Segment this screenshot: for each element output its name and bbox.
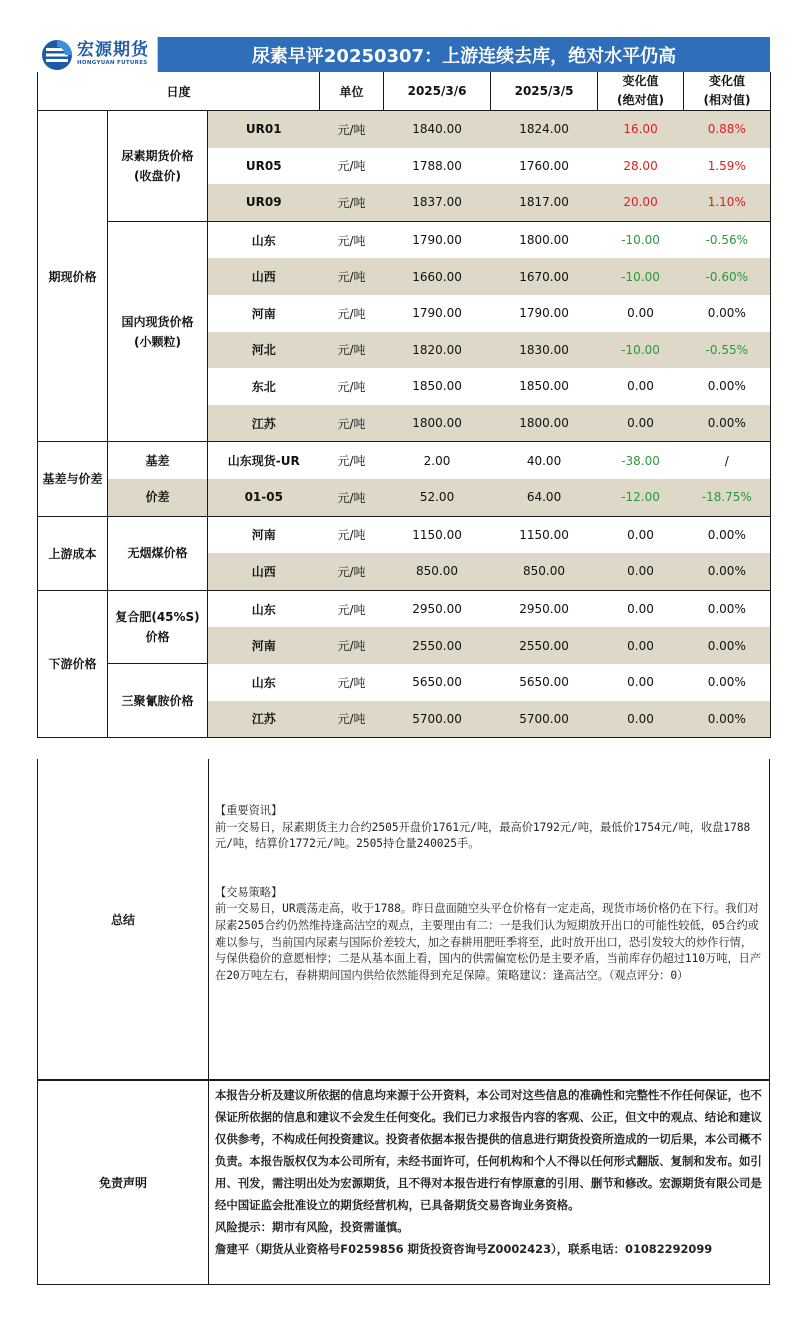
item-cell: 河南 — [251, 306, 276, 321]
unit-cell: 元/吨 — [337, 528, 366, 543]
unit-cell: 元/吨 — [337, 602, 366, 617]
abs-change-cell: 0.00 — [598, 701, 684, 738]
table-row — [38, 442, 771, 479]
item-cell: 山东 — [251, 602, 276, 617]
abs-change-cell: 0.00 — [627, 306, 654, 321]
unit-cell: 元/吨 — [337, 379, 366, 394]
rel-header-line2: (相对值) — [703, 93, 751, 107]
col-date1-header: 2025/3/6 — [384, 72, 491, 111]
col-abs-change-header — [598, 72, 684, 111]
abs-change-cell: -10.00 — [621, 233, 660, 248]
value-date1-cell: 1150.00 — [412, 527, 462, 542]
table-header-row — [38, 72, 771, 111]
rel-change-cell: 0.88% — [684, 111, 771, 148]
unit-cell: 元/吨 — [337, 675, 366, 690]
logo-name-en: HONGYUAN FUTURES — [77, 60, 148, 67]
value-date1-cell: 2950.00 — [412, 602, 462, 617]
author-info: 詹建平（期货从业资格号F0259856 期货投资咨询号Z0002423），联系电话：01082292099 — [215, 1242, 713, 1256]
unit-cell: 元/吨 — [320, 111, 384, 148]
abs-header-line2: (绝对值) — [617, 93, 665, 107]
value-date2-cell: 1830.00 — [491, 332, 598, 369]
abs-change-cell: 16.00 — [598, 111, 684, 148]
table-row — [38, 221, 771, 258]
rel-change-cell: -18.75% — [684, 479, 771, 516]
report-header — [37, 37, 770, 72]
value-date1-cell: 850.00 — [384, 553, 491, 590]
rel-change-cell: -0.56% — [684, 221, 771, 258]
value-date1-cell: 1840.00 — [384, 111, 491, 148]
abs-change-cell: 0.00 — [627, 675, 654, 690]
item-cell: 江苏 — [208, 701, 320, 738]
value-date2-cell: 1670.00 — [491, 258, 598, 295]
rel-change-cell: 0.00% — [684, 627, 771, 664]
subgroup-spread: 价差 — [108, 479, 208, 516]
value-date1-cell: 1788.00 — [412, 158, 462, 173]
table-row — [38, 479, 771, 516]
strategy-body: 前一交易日，UR震荡走高，收于1788。昨日盘面随空头平仓价格有一定走高，现货市场价格仍在下行。我们对尿素2505合约仍然维持逢高沽空的观点，主要理由有二：一是我们认为短期放开出口的可能性较低，05合约或难以参与，当前国内尿素与国际价差较大，加之春耕用肥旺季将至，此时放开出口，恐引发较大的炒作行情，与保供稳价的意愿相悖；二是从基本面上看，国内的供需偏宽松仍是主要矛盾，当前库存仍超过110万吨，日产在20万吨左右，春耕期间国内供给依然能得到充足保障。策略建议：逢高沽空。（观点评分：0） — [215, 902, 762, 982]
rel-change-cell: 0.00% — [684, 664, 771, 701]
value-date2-cell: 1824.00 — [491, 111, 598, 148]
value-date2-cell: 1800.00 — [491, 405, 598, 442]
unit-cell: 元/吨 — [337, 159, 366, 174]
value-date2-cell: 5700.00 — [491, 701, 598, 738]
summary-text — [209, 759, 769, 1079]
abs-change-cell: 0.00 — [627, 527, 654, 542]
group-basis-spread: 基差与价差 — [38, 442, 108, 516]
subgroup-label-line1: 国内现货价格 — [121, 314, 194, 329]
rel-change-cell: 0.00% — [684, 516, 771, 553]
item-cell: 山东现货-UR — [227, 454, 300, 469]
value-date1-cell: 1790.00 — [412, 306, 462, 321]
rel-change-cell: 0.00% — [684, 295, 771, 332]
company-logo — [37, 37, 158, 72]
value-date1-cell: 5700.00 — [384, 701, 491, 738]
unit-cell: 元/吨 — [320, 553, 384, 590]
rel-change-cell: 0.00% — [684, 405, 771, 442]
abs-change-cell: 20.00 — [598, 184, 684, 221]
rel-change-cell: 0.00% — [684, 553, 771, 590]
group-downstream-price: 下游价格 — [38, 590, 108, 737]
value-date1-cell: 1837.00 — [384, 184, 491, 221]
value-date1-cell: 5650.00 — [412, 675, 462, 690]
table-row — [38, 516, 771, 553]
item-cell: UR05 — [245, 158, 282, 173]
disclaimer-section — [37, 1080, 770, 1285]
item-cell: 河北 — [208, 332, 320, 369]
abs-change-cell: 28.00 — [623, 158, 658, 173]
value-date1-cell: 1790.00 — [412, 233, 462, 248]
item-cell: 01-05 — [208, 479, 320, 516]
price-table — [37, 72, 771, 738]
disclaimer-body: 本报告分析及建议所依据的信息均来源于公开资料，本公司对这些信息的准确性和完整性不作任何保证，也不保证所依据的信息和建议不会发生任何变化。我们已力求报告内容的客观、公正，但文中的观点、结论和建议仅供参考，不构成任何投资建议。投资者依据本报告提供的信息进行期货投资所造成的一切后果，本公司概不负责。本报告版权仅为本公司所有，未经书面许可，任何机构和个人不得以任何形式翻版、复制和发布。如引用、刊发，需注明出处为宏源期货，且不得对本报告进行有悖原意的引用、删节和修改。宏源期货有限公司是经中国证监会批准设立的期货经营机构，已具备期货交易咨询业务资格。 — [215, 1088, 762, 1212]
unit-cell: 元/吨 — [320, 258, 384, 295]
news-body: 前一交易日，尿素期货主力合约2505开盘价1761元/吨，最高价1792元/吨，最低价1754元/吨，收盘1788元/吨，结算价1772元/吨。2505持仓量240025手。 — [215, 820, 751, 851]
hongyuan-logo-icon — [41, 39, 73, 71]
subgroup-futures-price — [108, 111, 208, 222]
abs-change-cell: 0.00 — [598, 405, 684, 442]
subgroup-compound-fertilizer — [108, 590, 208, 664]
strategy-title: 【交易策略】 — [215, 885, 283, 899]
value-date2-cell: 1800.00 — [519, 233, 569, 248]
item-cell: 山西 — [208, 258, 320, 295]
value-date1-cell: 52.00 — [384, 479, 491, 516]
value-date1-cell: 1850.00 — [412, 379, 462, 394]
value-date2-cell: 2550.00 — [491, 627, 598, 664]
value-date2-cell: 2950.00 — [519, 602, 569, 617]
rel-change-cell: -0.60% — [684, 258, 771, 295]
abs-change-cell: -38.00 — [621, 453, 660, 468]
abs-change-cell: -10.00 — [598, 258, 684, 295]
disclaimer-text — [209, 1081, 769, 1284]
value-date1-cell: 2550.00 — [384, 627, 491, 664]
abs-change-cell: -12.00 — [598, 479, 684, 516]
rel-header-line1: 变化值 — [709, 74, 746, 88]
table-row — [38, 590, 771, 627]
rel-change-cell: 0.00% — [684, 701, 771, 738]
logo-name-cn: 宏源期货 — [77, 40, 149, 61]
rel-change-cell: 1.10% — [684, 184, 771, 221]
rel-change-cell: / — [684, 442, 771, 479]
group-futures-spot: 期现价格 — [38, 111, 108, 442]
news-title: 【重要资讯】 — [215, 804, 283, 817]
risk-warning: 风险提示：期市有风险，投资需谨慎。 — [215, 1220, 409, 1234]
summary-section — [37, 759, 770, 1080]
item-cell: 河南 — [251, 528, 276, 543]
item-cell: 河南 — [208, 627, 320, 664]
unit-cell: 元/吨 — [337, 233, 366, 248]
item-cell: UR01 — [208, 111, 320, 148]
abs-change-cell: 0.00 — [598, 553, 684, 590]
unit-cell: 元/吨 — [320, 701, 384, 738]
value-date2-cell: 64.00 — [491, 479, 598, 516]
value-date2-cell: 850.00 — [491, 553, 598, 590]
item-cell: 山东 — [251, 233, 276, 248]
item-cell: UR09 — [208, 184, 320, 221]
disclaimer-label: 免责声明 — [38, 1081, 209, 1284]
abs-change-cell: 0.00 — [598, 627, 684, 664]
unit-cell: 元/吨 — [320, 332, 384, 369]
value-date2-cell: 1790.00 — [519, 306, 569, 321]
col-date-header: 日度 — [38, 72, 320, 111]
col-unit-header: 单位 — [320, 72, 384, 111]
value-date2-cell: 1817.00 — [491, 184, 598, 221]
summary-label: 总结 — [38, 759, 209, 1079]
subgroup-melamine-price: 三聚氰胺价格 — [108, 664, 208, 738]
unit-cell: 元/吨 — [337, 454, 366, 469]
subgroup-label-line2: (收盘价) — [134, 168, 181, 183]
col-rel-change-header — [684, 72, 771, 111]
group-upstream-cost: 上游成本 — [38, 516, 108, 590]
unit-cell: 元/吨 — [337, 306, 366, 321]
rel-change-cell: -0.55% — [684, 332, 771, 369]
subgroup-label-line2: (小颗粒) — [134, 334, 181, 349]
report-sheet — [37, 37, 770, 1285]
unit-cell: 元/吨 — [320, 627, 384, 664]
value-date2-cell: 1850.00 — [519, 379, 569, 394]
item-cell: 山西 — [208, 553, 320, 590]
table-row — [38, 664, 771, 701]
value-date2-cell: 1760.00 — [519, 158, 569, 173]
abs-change-cell: 0.00 — [627, 379, 654, 394]
subgroup-basis: 基差 — [108, 442, 208, 479]
subgroup-label-line1: 复合肥(45%S) — [115, 610, 200, 625]
rel-change-cell: 0.00% — [684, 590, 771, 627]
report-title: 尿素早评20250307：上游连续去库，绝对水平仍高 — [158, 37, 770, 72]
value-date2-cell: 5650.00 — [519, 675, 569, 690]
unit-cell: 元/吨 — [320, 184, 384, 221]
value-date2-cell: 40.00 — [526, 453, 562, 468]
abs-change-cell: 0.00 — [627, 602, 654, 617]
subgroup-anthracite-price: 无烟煤价格 — [108, 516, 208, 590]
subgroup-label-line2: 价格 — [145, 630, 170, 645]
value-date2-cell: 1150.00 — [519, 527, 569, 542]
value-date1-cell: 1820.00 — [384, 332, 491, 369]
unit-cell: 元/吨 — [320, 405, 384, 442]
unit-cell: 元/吨 — [320, 479, 384, 516]
subgroup-label-line1: 尿素期货价格 — [121, 148, 194, 163]
col-date2-header: 2025/3/5 — [491, 72, 598, 111]
subgroup-spot-price — [108, 221, 208, 442]
value-date1-cell: 2.00 — [423, 453, 451, 468]
item-cell: 东北 — [251, 379, 276, 394]
abs-header-line1: 变化值 — [622, 74, 659, 88]
abs-change-cell: -10.00 — [598, 332, 684, 369]
table-row — [38, 111, 771, 148]
value-date1-cell: 1660.00 — [384, 258, 491, 295]
rel-change-cell: 1.59% — [684, 148, 771, 185]
value-date1-cell: 1800.00 — [384, 405, 491, 442]
item-cell: 江苏 — [208, 405, 320, 442]
rel-change-cell: 0.00% — [684, 368, 771, 405]
item-cell: 山东 — [251, 675, 276, 690]
